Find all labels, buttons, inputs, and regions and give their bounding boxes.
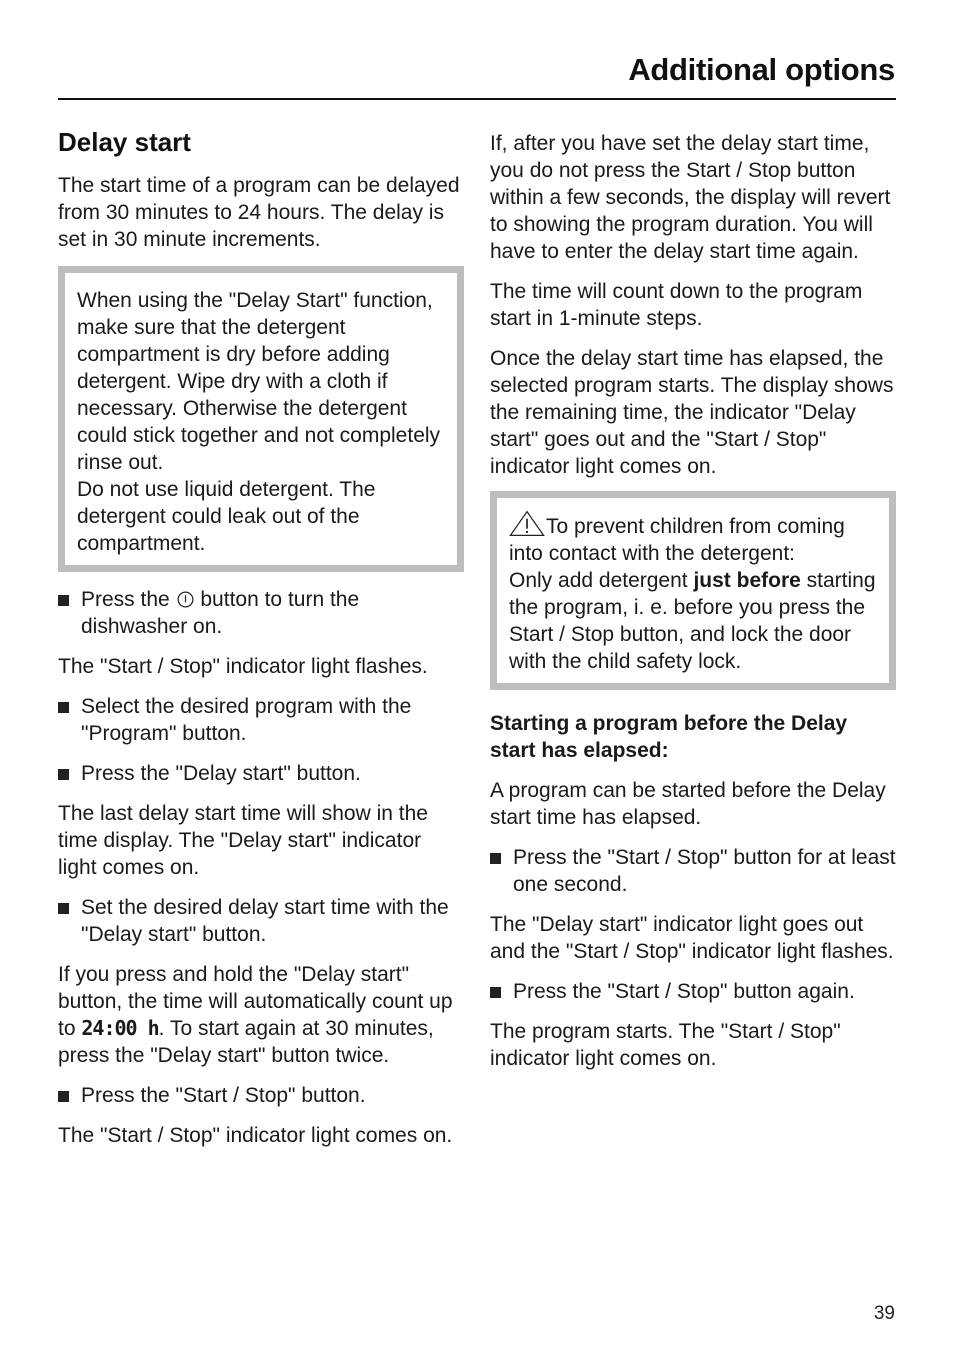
bullet-square-icon [490,853,501,864]
warning-text-post: starting the program, i. e. before you press the Start / Stop button, and lock the door with the child safety lock. [509,569,876,673]
step-text: Press the "Delay start" button. [81,762,361,785]
warning-emphasis: just before [693,569,801,592]
instruction-step [490,978,896,1005]
step-text: Set the desired delay start time with the "Delay start" button. [81,896,449,946]
instruction-step [490,844,896,898]
instruction-step [58,760,464,787]
bullet-square-icon [58,595,69,606]
step-text: Press the "Start / Stop" button. [81,1084,366,1107]
intro-paragraph: The start time of a program can be delayed from 30 minutes to 24 hours. The delay is set in 30 minute increments. [58,174,460,251]
instruction-step [58,1082,464,1109]
bullet-square-icon [58,769,69,780]
result-text-post: . To start again at 30 minutes, press the "Delay start" button twice. [58,1017,434,1067]
display-readout: 24:00 h [81,1016,159,1040]
warning-paragraph [509,510,881,675]
left-column [58,125,464,1149]
note-box [58,266,464,572]
subsection-heading: Starting a program before the Delay start has elapsed: [490,712,848,762]
result-text-pre: If you press and hold the "Delay start" button, the time will automatically count up to [58,963,453,1040]
bullet-square-icon [58,903,69,914]
result-text: The program starts. The "Start / Stop" indicator light comes on. [490,1020,841,1070]
step-text: Press the "Start / Stop" button again. [513,980,855,1003]
page-title: Additional options [628,52,895,87]
instruction-step [58,586,464,640]
body-paragraph: If, after you have set the delay start time, you do not press the Start / Stop button within a few seconds, the display will revert to showing the program duration. You will have to enter the delay start time again. [490,132,891,263]
note-paragraph-2: Do not use liquid detergent. The detergent could leak out of the compartment. [77,478,376,555]
body-paragraph: Once the delay start time has elapsed, the selected program starts. The display shows the remaining time, the indicator "Delay start" goes out and the "Start / Stop" indicator light comes on. [490,347,894,478]
warning-text-pre: Only add detergent [509,569,694,592]
bullet-square-icon [490,987,501,998]
right-column [490,130,896,1072]
result-text: The "Start / Stop" indicator light comes on. [58,1124,453,1147]
step-text: Press the "Start / Stop" button for at least one second. [513,846,896,896]
step-text: Select the desired program with the "Program" button. [81,695,412,745]
warning-box [490,491,896,690]
bullet-square-icon [58,1091,69,1102]
warning-line-1: To prevent children from coming into contact with the detergent: [509,515,845,565]
step-text-post: button to turn the dishwasher on. [81,588,360,638]
warning-triangle-icon [509,510,545,537]
result-text [58,961,464,1069]
instruction-step [58,894,464,948]
note-paragraph-1: When using the "Delay Start" function, make sure that the detergent compartment is dry before adding detergent. Wipe dry with a cloth if necessary. Otherwise the detergent could stick together and not completely rinse out. [77,289,441,474]
bullet-square-icon [58,702,69,713]
result-text: The last delay start time will show in the time display. The "Delay start" indicator light comes on. [58,802,428,879]
result-text: The "Delay start" indicator light goes out and the "Start / Stop" indicator light flashes. [490,913,894,963]
result-text: The "Start / Stop" indicator light flashes. [58,655,428,678]
instruction-step [58,693,464,747]
step-text-pre: Press the [81,588,176,611]
body-paragraph: A program can be started before the Delay start time has elapsed. [490,779,886,829]
power-button-icon [177,591,194,608]
header-divider [58,98,896,100]
body-paragraph: The time will count down to the program start in 1-minute steps. [490,280,863,330]
section-heading: Delay start [58,127,191,157]
page-number: 39 [873,1303,895,1324]
